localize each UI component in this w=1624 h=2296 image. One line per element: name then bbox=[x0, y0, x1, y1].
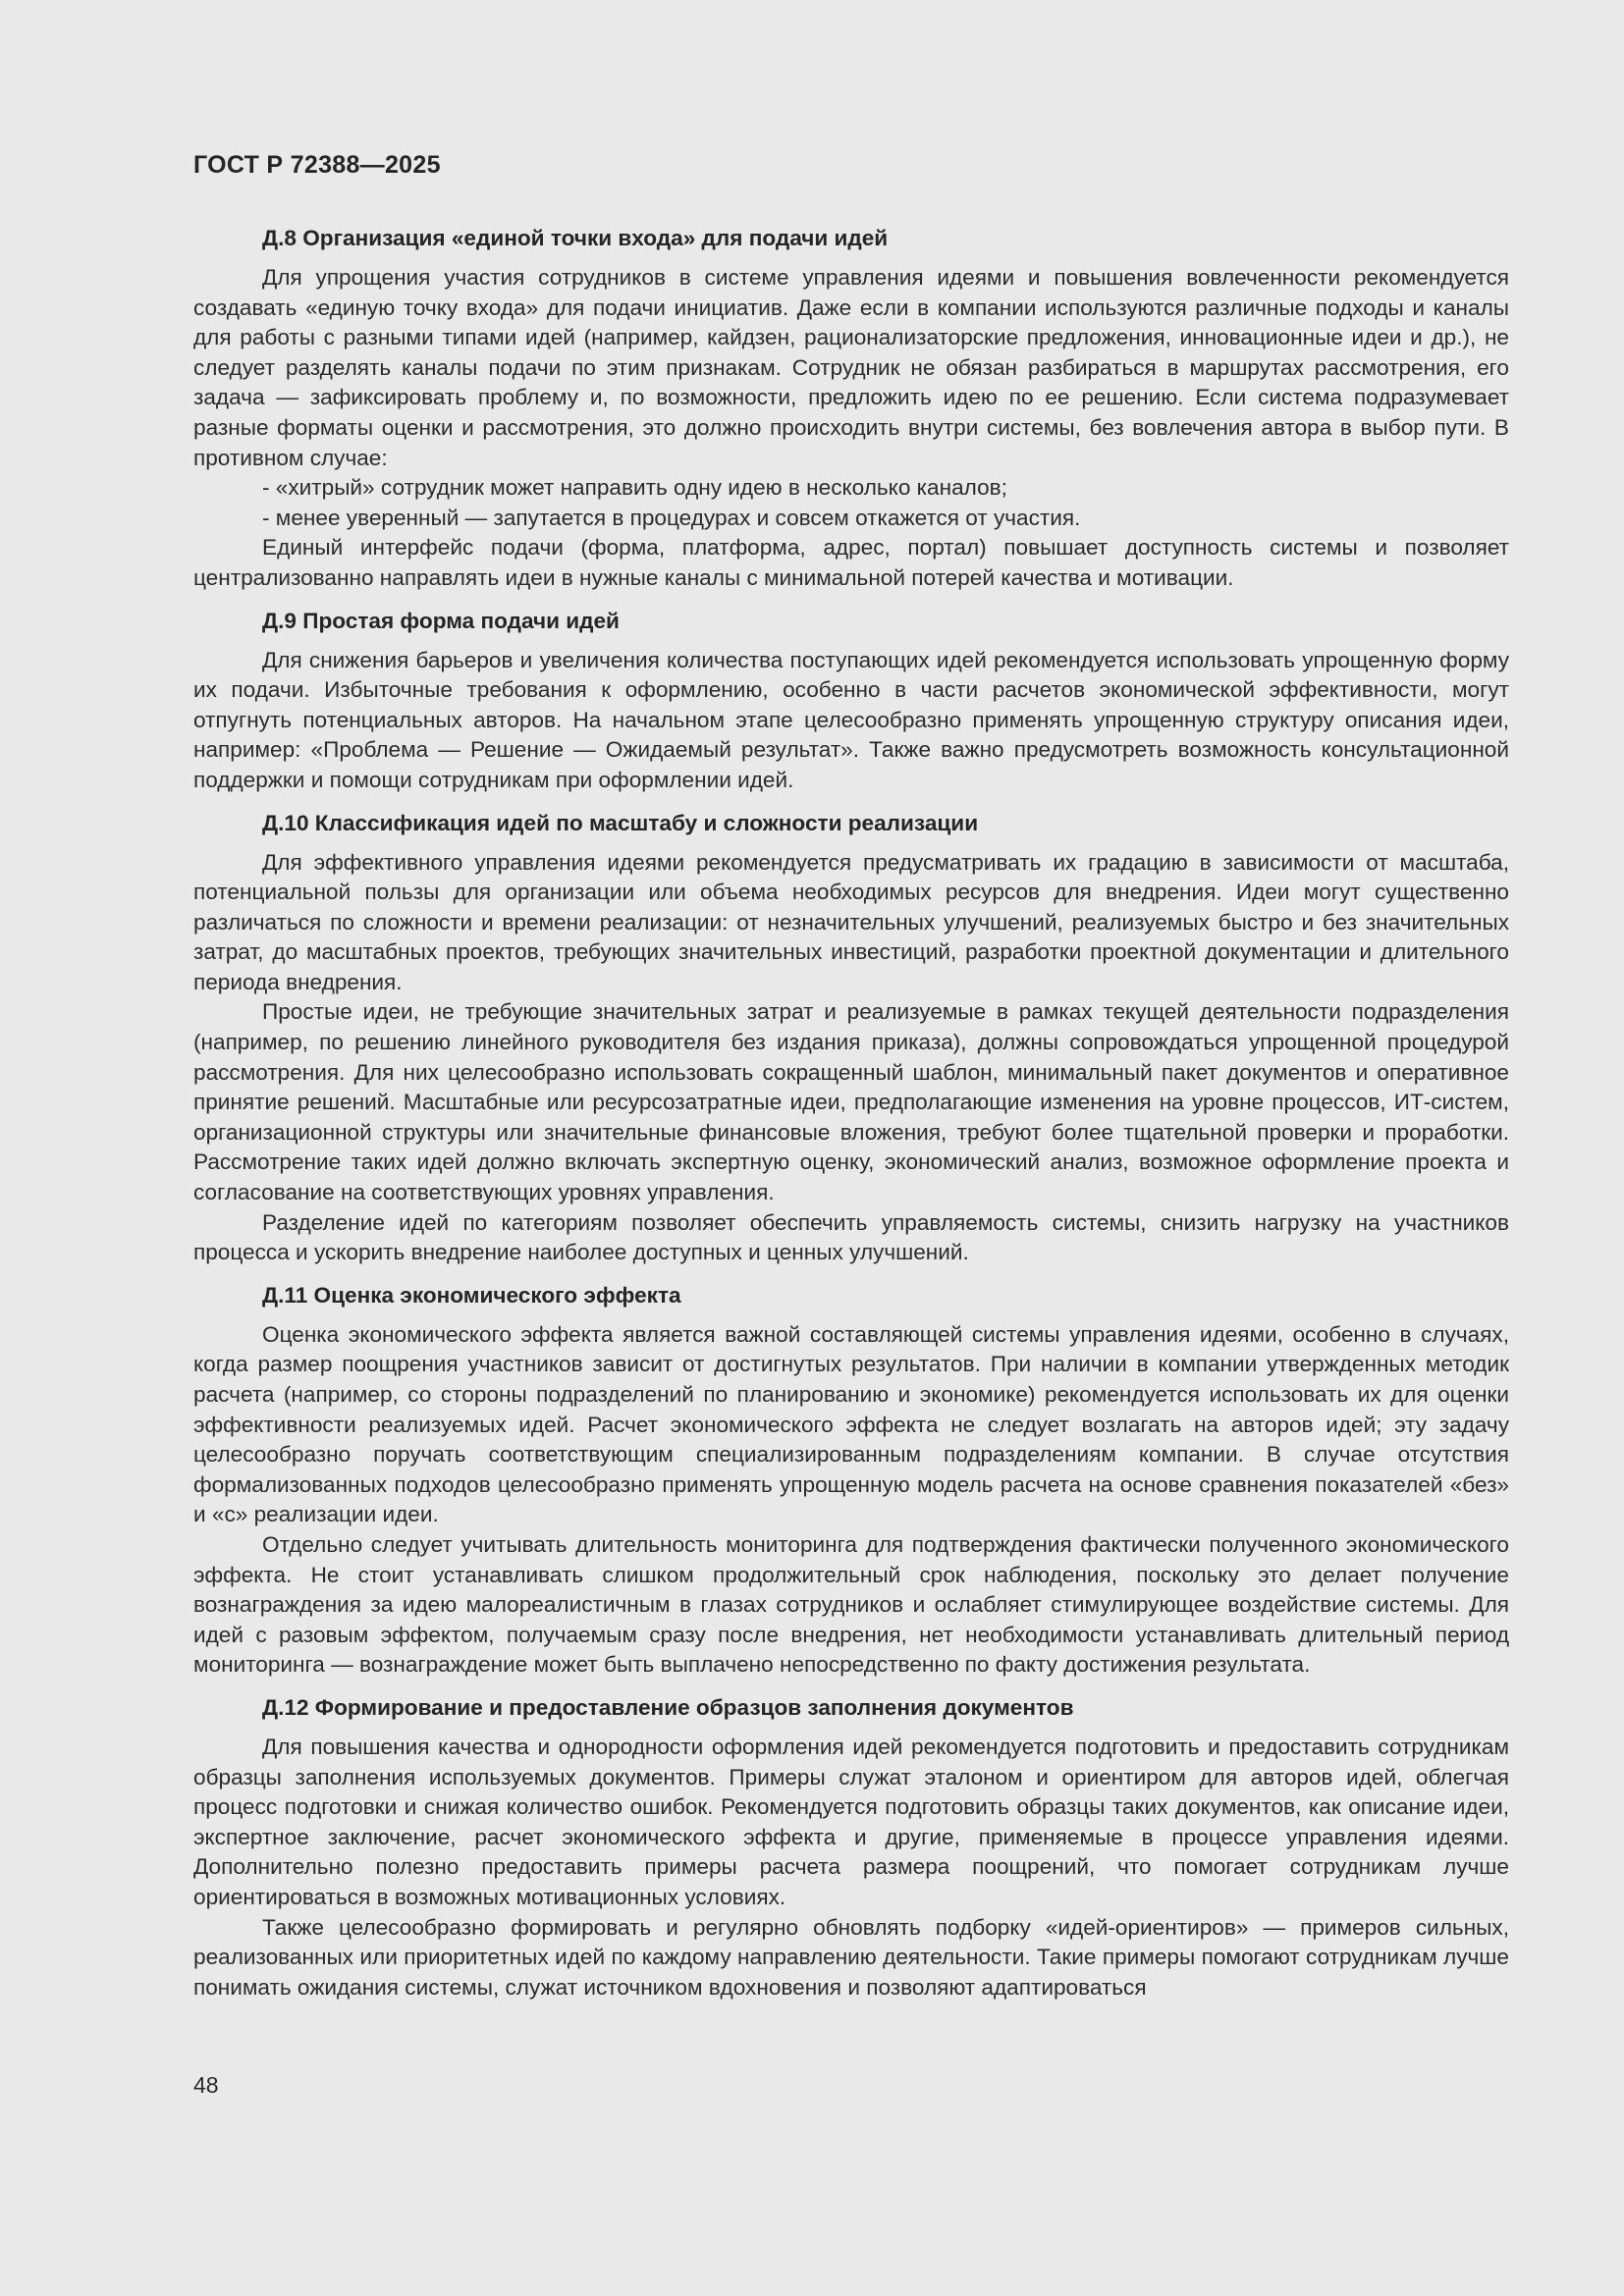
section-d9 bbox=[193, 607, 1509, 796]
section-d12 bbox=[193, 1693, 1509, 2002]
paragraph: Простые идеи, не требующие значительных затрат и реализуемые в рамках текущей деятельности подразделения (например, по решению линейного руководителя без издания приказа), должны сопровождаться упрощенной процедурой рассмотрения. Для них целесообразно использовать сокращенный шаблон, минимальный пакет документов и оперативное принятие решений. Масштабные или ресурсозатратные идеи, предполагающие изменения на уровне процессов, ИТ-систем, организационной структуры или значительные финансовые вложения, требуют более тщательной проверки и проработки. Рассмотрение таких идей должно включать экспертную оценку, экономический анализ, возможное оформление проекта и согласование на соответствующих уровнях управления. bbox=[193, 999, 1509, 1205]
paragraph: Единый интерфейс подачи (форма, платформа, адрес, портал) повышает доступность системы и позволяет централизованно направлять идеи в нужные каналы с минимальной потерей качества и мотивации. bbox=[193, 535, 1509, 590]
section-d8 bbox=[193, 224, 1509, 594]
paragraph: Для снижения барьеров и увеличения количества поступающих идей рекомендуется использовать упрощенную форму их подачи. Избыточные требования к оформлению, особенно в части расчетов экономической эффективности, могут отпугнуть потенциальных авторов. На начальном этапе целесообразно применять упрощенную структуру описания идеи, например: «Проблема — Решение — Ожидаемый результат». Также важно предусмотреть возможность консультационной поддержки и помощи сотрудникам при оформлении идей. bbox=[193, 647, 1509, 792]
list-item: - «хитрый» сотрудник может направить одну идею в несколько каналов; bbox=[262, 475, 1007, 501]
section-d10 bbox=[193, 809, 1509, 1268]
document-header-title: ГОСТ Р 72388—2025 bbox=[193, 151, 441, 179]
section-heading: Д.9 Простая форма подачи идей bbox=[262, 608, 620, 633]
section-d11 bbox=[193, 1281, 1509, 1681]
section-heading: Д.11 Оценка экономического эффекта bbox=[262, 1282, 681, 1308]
section-heading: Д.8 Организация «единой точки входа» для подачи идей bbox=[262, 226, 889, 250]
paragraph: Оценка экономического эффекта является важной составляющей системы управления идеями, особенно в случаях, когда размер поощрения участников зависит от достигнутых результатов. При наличии в компании утвержденных методик расчета (например, со стороны подразделений по планированию и экономике) рекомендуется использовать их для оценки эффективности реализуемых идей. Расчет экономического эффекта не следует возлагать на авторов идей; эту задачу целесообразно поручать соответствующим специализированным подразделениям компании. В случае отсутствия формализованных подходов целесообразно применять упрощенную модель расчета на основе сравнения показателей «без» и «с» реализации идеи. bbox=[193, 1321, 1509, 1527]
list-item: - менее уверенный — запутается в процедурах и совсем откажется от участия. bbox=[262, 505, 1081, 530]
paragraph: Для повышения качества и однородности оформления идей рекомендуется подготовить и предоставить сотрудникам образцы заполнения используемых документов. Примеры служат эталоном и ориентиром для авторов идей, облегчая процесс подготовки и снижая количество ошибок. Рекомендуется подготовить образцы таких документов, как описание идеи, экспертное заключение, расчет экономического эффекта и другие, применяемые в процессе управления идеями. Дополнительно полезно предоставить примеры расчета размера поощрений, что помогает сотрудникам лучше ориентироваться в возможных мотивационных условиях. bbox=[193, 1734, 1509, 1909]
paragraph: Для упрощения участия сотрудников в системе управления идеями и повышения вовлеченности рекомендуется создавать «единую точку входа» для подачи инициатив. Даже если в компании используются различные подходы и каналы для работы с разными типами идей (например, кайдзен, рационализаторские предложения, инновационные идеи и др.), не следует разделять каналы подачи по этим признакам. Сотрудник не обязан разбираться в маршрутах рассмотрения, его задача — зафиксировать проблему и, по возможности, предложить идею по ее решению. Если система подразумевает разные форматы оценки и рассмотрения, это должно происходить внутри системы, без вовлечения автора в выбор пути. В противном случае: bbox=[193, 265, 1509, 470]
page-number: 48 bbox=[193, 2072, 219, 2098]
paragraph: Для эффективного управления идеями рекомендуется предусматривать их градацию в зависимости от масштаба, потенциальной пользы для организации или объема необходимых ресурсов для внедрения. Идеи могут существенно различаться по сложности и времени реализации: от незначительных улучшений, реализуемых быстро и без значительных затрат, до масштабных проектов, требующих значительных инвестиций, разработки проектной документации и длительного периода внедрения. bbox=[193, 849, 1509, 994]
paragraph: Отдельно следует учитывать длительность мониторинга для подтверждения фактически полученного экономического эффекта. Не стоит устанавливать слишком продолжительный срок наблюдения, поскольку это делает получение вознаграждения за идею малореалистичным в глазах сотрудников и ослабляет стимулирующее воздействие системы. Для идей с разовым эффектом, получаемым сразу после внедрения, нет необходимости устанавливать длительный период мониторинга — вознаграждение может быть выплачено непосредственно по факту достижения результата. bbox=[193, 1531, 1509, 1678]
section-heading: Д.12 Формирование и предоставление образцов заполнения документов bbox=[262, 1694, 1074, 1720]
section-heading: Д.10 Классификация идей по масштабу и сложности реализации bbox=[262, 810, 979, 835]
document-body bbox=[193, 224, 1509, 2015]
paragraph: Разделение идей по категориям позволяет обеспечить управляемость системы, снизить нагрузку на участников процесса и ускорить внедрение наиболее доступных и ценных улучшений. bbox=[193, 1209, 1509, 1265]
paragraph: Также целесообразно формировать и регулярно обновлять подборку «идей-ориентиров» — примеров сильных, реализованных или приоритетных идей по каждому направлению деятельности. Такие примеры помогают сотрудникам лучше понимать ожидания системы, служат источником вдохновения и позволяют адаптироваться bbox=[193, 1914, 1509, 2000]
